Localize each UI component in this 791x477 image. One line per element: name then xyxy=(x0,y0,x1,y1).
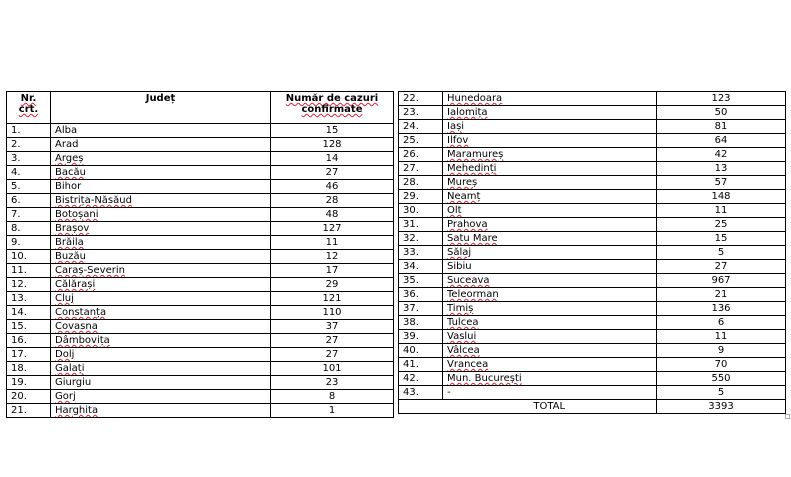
county-name: Olt xyxy=(443,204,657,218)
row-number: 17. xyxy=(7,348,51,362)
county-name: Tulcea xyxy=(443,316,657,330)
row-number: 9. xyxy=(7,236,51,250)
case-count: 15 xyxy=(657,232,786,246)
row-number: 3. xyxy=(7,152,51,166)
case-count: 27 xyxy=(271,334,394,348)
case-count: 967 xyxy=(657,274,786,288)
case-count: 15 xyxy=(271,124,394,138)
county-name: Bacău xyxy=(51,166,271,180)
county-name: Călărași xyxy=(51,278,271,292)
case-count: 101 xyxy=(271,362,394,376)
table-row xyxy=(399,372,786,386)
case-count: 11 xyxy=(657,204,786,218)
case-count: 550 xyxy=(657,372,786,386)
case-count: 9 xyxy=(657,344,786,358)
county-name: Vaslui xyxy=(443,330,657,344)
case-count: 121 xyxy=(271,292,394,306)
table-row xyxy=(7,306,394,320)
table-row xyxy=(7,390,394,404)
row-number: 30. xyxy=(399,204,443,218)
header-judet: Județ xyxy=(51,92,271,124)
table-row xyxy=(399,344,786,358)
county-name: Botoșani xyxy=(51,208,271,222)
case-count: 13 xyxy=(657,162,786,176)
table-row xyxy=(399,232,786,246)
row-number: 39. xyxy=(399,330,443,344)
county-name: Gorj xyxy=(51,390,271,404)
table-row xyxy=(399,302,786,316)
county-name: Brașov xyxy=(51,222,271,236)
county-name: Mun. București xyxy=(443,372,657,386)
county-name: Buzău xyxy=(51,250,271,264)
row-number: 26. xyxy=(399,148,443,162)
case-count: 14 xyxy=(271,152,394,166)
table-row xyxy=(399,274,786,288)
row-number: 11. xyxy=(7,264,51,278)
row-number: 43. xyxy=(399,386,443,400)
table-row xyxy=(7,138,394,152)
case-count: 148 xyxy=(657,190,786,204)
case-count: 23 xyxy=(271,376,394,390)
case-count: 37 xyxy=(271,320,394,334)
table-row xyxy=(7,264,394,278)
case-count: 128 xyxy=(271,138,394,152)
county-name: Sălaj xyxy=(443,246,657,260)
table-row xyxy=(7,180,394,194)
table-row xyxy=(7,250,394,264)
case-count: 27 xyxy=(271,348,394,362)
case-count: 27 xyxy=(657,260,786,274)
case-count: 123 xyxy=(657,92,786,106)
county-name: Hunedoara xyxy=(443,92,657,106)
county-name: Suceava xyxy=(443,274,657,288)
county-name: Bihor xyxy=(51,180,271,194)
county-name: Giurgiu xyxy=(51,376,271,390)
row-number: 25. xyxy=(399,134,443,148)
county-name: Galați xyxy=(51,362,271,376)
row-number: 6. xyxy=(7,194,51,208)
case-count: 64 xyxy=(657,134,786,148)
county-name: Vrancea xyxy=(443,358,657,372)
case-count: 1 xyxy=(271,404,394,418)
row-number: 28. xyxy=(399,176,443,190)
case-count: 21 xyxy=(657,288,786,302)
county-name: Alba xyxy=(51,124,271,138)
county-name: Bistrița-Năsăud xyxy=(51,194,271,208)
row-number: 42. xyxy=(399,372,443,386)
total-value: 3393 xyxy=(657,400,786,414)
row-number: 37. xyxy=(399,302,443,316)
table-row xyxy=(399,288,786,302)
case-count: 46 xyxy=(271,180,394,194)
county-name: Mehedinți xyxy=(443,162,657,176)
case-count: 50 xyxy=(657,106,786,120)
row-number: 8. xyxy=(7,222,51,236)
table-row xyxy=(399,106,786,120)
table-row xyxy=(7,222,394,236)
table-row xyxy=(7,334,394,348)
table-row xyxy=(399,148,786,162)
total-row xyxy=(399,400,786,414)
table-row xyxy=(399,134,786,148)
table-row xyxy=(399,330,786,344)
case-count: 12 xyxy=(271,250,394,264)
row-number: 10. xyxy=(7,250,51,264)
row-number: 20. xyxy=(7,390,51,404)
table-row xyxy=(7,208,394,222)
county-name: Arad xyxy=(51,138,271,152)
table-row xyxy=(399,218,786,232)
row-number: 12. xyxy=(7,278,51,292)
county-name: Vâlcea xyxy=(443,344,657,358)
case-count: 28 xyxy=(271,194,394,208)
row-number: 38. xyxy=(399,316,443,330)
county-name: - xyxy=(443,386,657,400)
row-number: 13. xyxy=(7,292,51,306)
row-number: 4. xyxy=(7,166,51,180)
right-table-body xyxy=(399,92,786,400)
county-name: Timiș xyxy=(443,302,657,316)
case-count: 5 xyxy=(657,246,786,260)
case-count: 11 xyxy=(657,330,786,344)
table-row xyxy=(399,176,786,190)
row-number: 34. xyxy=(399,260,443,274)
case-count: 48 xyxy=(271,208,394,222)
table-row xyxy=(7,362,394,376)
county-name: Satu Mare xyxy=(443,232,657,246)
row-number: 29. xyxy=(399,190,443,204)
header-cazuri: Număr de cazuri confirmate xyxy=(271,92,394,124)
county-name: Brăila xyxy=(51,236,271,250)
row-number: 23. xyxy=(399,106,443,120)
table-row xyxy=(7,124,394,138)
row-number: 27. xyxy=(399,162,443,176)
total-label: TOTAL xyxy=(443,400,657,414)
cases-table-right xyxy=(398,91,786,414)
table-row xyxy=(7,278,394,292)
case-count: 5 xyxy=(657,386,786,400)
row-number: 2. xyxy=(7,138,51,152)
row-number: 15. xyxy=(7,320,51,334)
case-count: 11 xyxy=(271,236,394,250)
county-name: Prahova xyxy=(443,218,657,232)
county-name: Maramureș xyxy=(443,148,657,162)
row-number: 19. xyxy=(7,376,51,390)
table-row xyxy=(7,194,394,208)
county-name: Ilfov xyxy=(443,134,657,148)
county-name: Constanța xyxy=(51,306,271,320)
row-number: 24. xyxy=(399,120,443,134)
table-resize-handle[interactable] xyxy=(785,414,790,419)
table-row xyxy=(399,246,786,260)
case-count: 127 xyxy=(271,222,394,236)
table-row xyxy=(399,358,786,372)
cases-table-left xyxy=(6,91,394,418)
row-number: 36. xyxy=(399,288,443,302)
row-number: 32. xyxy=(399,232,443,246)
case-count: 29 xyxy=(271,278,394,292)
table-row xyxy=(7,404,394,418)
county-name: Teleorman xyxy=(443,288,657,302)
table-row xyxy=(7,348,394,362)
row-number: 22. xyxy=(399,92,443,106)
case-count: 110 xyxy=(271,306,394,320)
case-count: 17 xyxy=(271,264,394,278)
row-number: 1. xyxy=(7,124,51,138)
county-name: Neamț xyxy=(443,190,657,204)
case-count: 136 xyxy=(657,302,786,316)
county-name: Covasna xyxy=(51,320,271,334)
county-name: Mureș xyxy=(443,176,657,190)
case-count: 70 xyxy=(657,358,786,372)
table-row xyxy=(7,236,394,250)
county-name: Ialomița xyxy=(443,106,657,120)
row-number: 33. xyxy=(399,246,443,260)
row-number: 31. xyxy=(399,218,443,232)
case-count: 25 xyxy=(657,218,786,232)
row-number: 40. xyxy=(399,344,443,358)
row-number: 18. xyxy=(7,362,51,376)
county-name: Cluj xyxy=(51,292,271,306)
county-name: Iași xyxy=(443,120,657,134)
case-count: 8 xyxy=(271,390,394,404)
table-row xyxy=(7,152,394,166)
row-number: 7. xyxy=(7,208,51,222)
table-row xyxy=(7,292,394,306)
case-count: 27 xyxy=(271,166,394,180)
county-name: Caraș-Severin xyxy=(51,264,271,278)
case-count: 6 xyxy=(657,316,786,330)
row-number: 35. xyxy=(399,274,443,288)
case-count: 42 xyxy=(657,148,786,162)
header-nr-crt: Nr. crt. xyxy=(7,92,51,124)
table-row xyxy=(399,204,786,218)
table-row xyxy=(399,260,786,274)
row-number: 41. xyxy=(399,358,443,372)
table-row xyxy=(7,320,394,334)
table-row xyxy=(399,120,786,134)
table-row xyxy=(399,386,786,400)
table-row xyxy=(399,316,786,330)
county-name: Argeș xyxy=(51,152,271,166)
county-name: Dâmbovița xyxy=(51,334,271,348)
row-number: 14. xyxy=(7,306,51,320)
county-name: Dolj xyxy=(51,348,271,362)
row-number: 16. xyxy=(7,334,51,348)
table-row xyxy=(399,162,786,176)
row-number: 5. xyxy=(7,180,51,194)
row-number: 21. xyxy=(7,404,51,418)
left-table-body xyxy=(7,124,394,418)
table-row xyxy=(399,92,786,106)
table-row xyxy=(7,376,394,390)
case-count: 81 xyxy=(657,120,786,134)
table-row xyxy=(399,190,786,204)
table-header-row xyxy=(7,92,394,124)
county-name: Sibiu xyxy=(443,260,657,274)
case-count: 57 xyxy=(657,176,786,190)
table-row xyxy=(7,166,394,180)
county-name: Harghita xyxy=(51,404,271,418)
